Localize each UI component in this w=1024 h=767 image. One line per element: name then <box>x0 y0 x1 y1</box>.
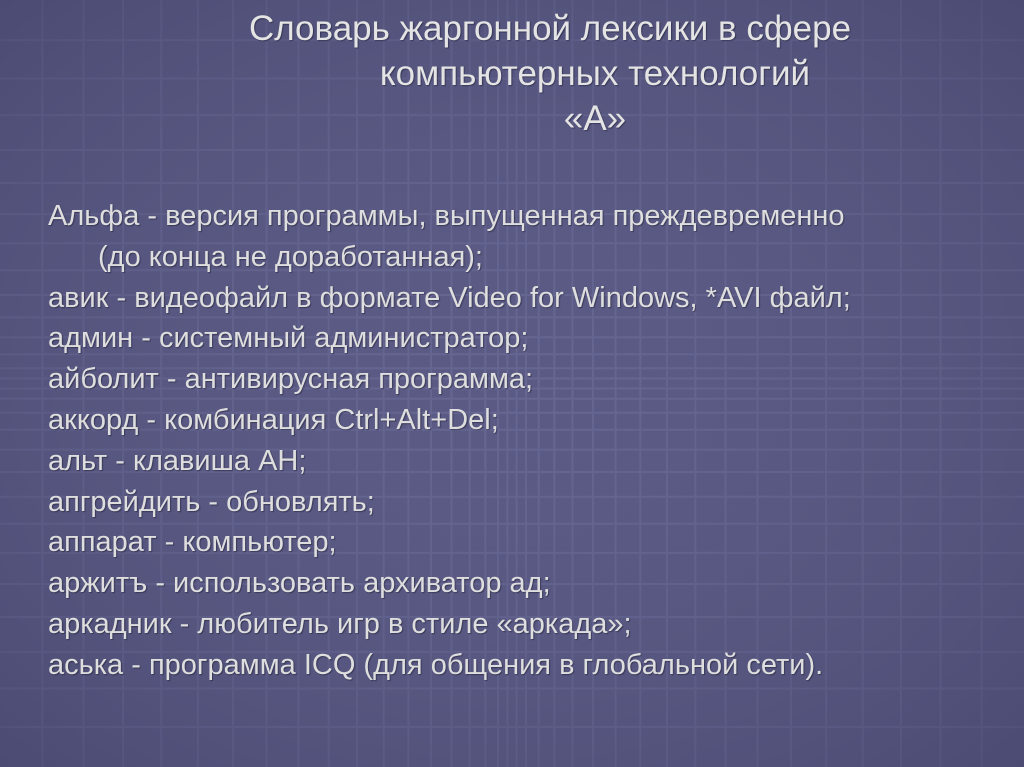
glossary-entry: аржитъ - использовать архиватор ад; <box>48 567 551 600</box>
glossary-entry: авик - видеофайл в формате Video for Windows, *AVI файл; <box>48 281 851 314</box>
glossary-entry: аська - программа ICQ (для общения в глобальной сети). <box>48 648 824 681</box>
glossary-entry: админ - системный администратор; <box>48 322 529 355</box>
glossary-entry: альт - клавиша АН; <box>48 444 307 477</box>
glossary-entry: апгрейдить - обновлять; <box>48 485 375 518</box>
glossary-entry-continuation: (до конца не доработанная); <box>98 240 483 273</box>
title-line-1: Словарь жаргонной лексики в сфере <box>248 9 852 48</box>
glossary-entry: аппарат - компьютер; <box>48 526 337 559</box>
glossary-entry <box>48 196 1008 278</box>
glossary-list <box>48 196 1008 686</box>
glossary-entry: айболит - антивирусная программа; <box>48 363 534 396</box>
glossary-entry: аккорд - комбинация Ctrl+Alt+Del; <box>48 403 499 436</box>
title-line-3: «А» <box>563 99 627 138</box>
glossary-entry-text: Альфа - версия программы, выпущенная преждевременно <box>48 200 845 232</box>
title-line-2: компьютерных технологий <box>379 54 811 93</box>
glossary-entry: аркадник - любитель игр в стиле «аркада»; <box>48 607 632 640</box>
slide-title <box>140 6 960 141</box>
